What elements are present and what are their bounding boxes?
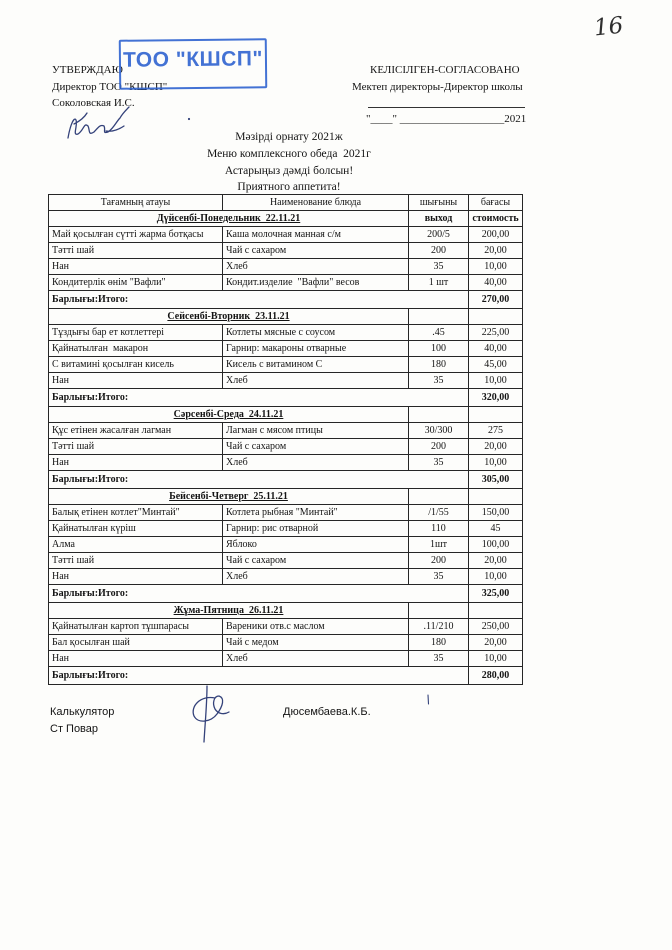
- dish-portion: /1/55: [409, 505, 469, 521]
- dish-name-kz: Нан: [49, 569, 223, 585]
- dish-price: 10,00: [469, 455, 523, 471]
- dish-name-kz: Қайнатылған күріш: [49, 521, 223, 537]
- dish-name-kz: Қайнатылған картоп тұшпарасы: [49, 619, 223, 635]
- table-row: [49, 373, 523, 389]
- dish-name-ru: Каша молочная манная с/м: [223, 227, 409, 243]
- total-value: 305,00: [469, 471, 523, 489]
- dish-portion: 200/5: [409, 227, 469, 243]
- dish-name-ru: Лагман с мясом птицы: [223, 423, 409, 439]
- dish-name-kz: Тәтті шай: [49, 553, 223, 569]
- dish-price: 10,00: [469, 259, 523, 275]
- table-row: [49, 439, 523, 455]
- dish-portion: 35: [409, 651, 469, 667]
- day-price-cell: [469, 489, 523, 505]
- total-row: [49, 389, 523, 407]
- dish-portion: 200: [409, 439, 469, 455]
- company-stamp: [119, 38, 268, 90]
- agree-signature-line: [368, 107, 525, 108]
- dish-name-ru: Котлета рыбная "Минтай": [223, 505, 409, 521]
- total-value: 320,00: [469, 389, 523, 407]
- dish-name-ru: Чай с сахаром: [223, 243, 409, 259]
- total-value: 280,00: [469, 667, 523, 685]
- dish-portion: 180: [409, 357, 469, 373]
- dish-portion: 1шт: [409, 537, 469, 553]
- dish-portion: .11/210: [409, 619, 469, 635]
- page-number-mark: 16: [592, 12, 625, 42]
- day-label: Сәрсенбі-Среда 24.11.21: [49, 407, 409, 423]
- dish-name-kz: С витамині қосылған кисель: [49, 357, 223, 373]
- dish-portion: .45: [409, 325, 469, 341]
- ink-dot: [186, 116, 192, 122]
- dish-price: 20,00: [469, 243, 523, 259]
- header-price: бағасы: [469, 195, 523, 211]
- ink-mark: [425, 694, 431, 706]
- header-name-ru: Наименование блюда: [223, 195, 409, 211]
- day-portion-cell: [409, 407, 469, 423]
- dish-name-kz: Алма: [49, 537, 223, 553]
- dish-name-kz: Тәтті шай: [49, 439, 223, 455]
- table-row: [49, 505, 523, 521]
- dish-name-kz: Нан: [49, 259, 223, 275]
- total-label: Барлығы:Итого:: [49, 585, 469, 603]
- total-label: Барлығы:Итого:: [49, 389, 469, 407]
- dish-name-kz: Нан: [49, 651, 223, 667]
- dish-name-ru: Чай с медом: [223, 635, 409, 651]
- dish-name-kz: Балық етінен котлет"Минтай": [49, 505, 223, 521]
- stamp-text: ТОО "КШСП": [122, 47, 264, 72]
- dish-portion: 1 шт: [409, 275, 469, 291]
- dish-portion: 180: [409, 635, 469, 651]
- dish-name-ru: Кисель с витамином С: [223, 357, 409, 373]
- day-portion-cell: [409, 489, 469, 505]
- dish-name-ru: Хлеб: [223, 651, 409, 667]
- table-row: [49, 275, 523, 291]
- dish-price: 150,00: [469, 505, 523, 521]
- dish-price: 20,00: [469, 553, 523, 569]
- dish-portion: 110: [409, 521, 469, 537]
- table-row: [49, 455, 523, 471]
- dish-price: 275: [469, 423, 523, 439]
- dish-name-ru: Хлеб: [223, 569, 409, 585]
- dish-name-ru: Кондит.изделие "Вафли" весов: [223, 275, 409, 291]
- dish-name-kz: Кондитерлік өнім "Вафли": [49, 275, 223, 291]
- dish-portion: 35: [409, 259, 469, 275]
- day-price-cell: [469, 603, 523, 619]
- dish-name-ru: Гарнир: рис отварной: [223, 521, 409, 537]
- table-row: [49, 651, 523, 667]
- total-row: [49, 585, 523, 603]
- dish-price: 40,00: [469, 341, 523, 357]
- dish-price: 225,00: [469, 325, 523, 341]
- dish-name-ru: Хлеб: [223, 373, 409, 389]
- footer-role-calculator: Калькулятор: [50, 706, 115, 718]
- table-header-row: [49, 195, 523, 211]
- header-name-kz: Тағамның атауы: [49, 195, 223, 211]
- dish-name-ru: Чай с сахаром: [223, 439, 409, 455]
- dish-portion: 200: [409, 553, 469, 569]
- dish-portion: 35: [409, 569, 469, 585]
- table-row: [49, 537, 523, 553]
- day-price-cell: [469, 309, 523, 325]
- total-value: 270,00: [469, 291, 523, 309]
- table-row: [49, 423, 523, 439]
- cook-signature: [184, 684, 234, 744]
- day-label: Бейсенбі-Четверг 25.11.21: [49, 489, 409, 505]
- agree-title: КЕЛІСІЛГЕН-СОГЛАСОВАНО: [370, 64, 520, 76]
- dish-name-ru: Гарнир: макароны отварные: [223, 341, 409, 357]
- approve-name: Соколовская И.С.: [52, 97, 135, 109]
- dish-name-ru: Котлеты мясные с соусом: [223, 325, 409, 341]
- table-row: [49, 619, 523, 635]
- dish-name-ru: Хлеб: [223, 259, 409, 275]
- dish-name-kz: Тәтті шай: [49, 243, 223, 259]
- dish-name-kz: Тұздығы бар ет котлеттері: [49, 325, 223, 341]
- day-label: Сейсенбі-Вторник 23.11.21: [49, 309, 409, 325]
- day-portion-cell: [409, 603, 469, 619]
- dish-price: 40,00: [469, 275, 523, 291]
- dish-name-kz: Нан: [49, 373, 223, 389]
- dish-name-ru: Хлеб: [223, 455, 409, 471]
- dish-name-kz: Нан: [49, 455, 223, 471]
- table-row: [49, 341, 523, 357]
- header-portion: шығыны: [409, 195, 469, 211]
- greeting-ru: Приятного аппетита!: [237, 181, 341, 193]
- dish-name-ru: Яблоко: [223, 537, 409, 553]
- table-row: [49, 227, 523, 243]
- menu-title-ru: Меню комплексного обеда 2021г: [207, 148, 371, 160]
- day-label: Жұма-Пятница 26.11.21: [49, 603, 409, 619]
- table-row: [49, 521, 523, 537]
- agree-date: "____" ___________________2021: [366, 113, 527, 125]
- dish-name-kz: Құс етінен жасалған лагман: [49, 423, 223, 439]
- table-row: [49, 259, 523, 275]
- day-portion-cell: выход: [409, 211, 469, 227]
- dish-portion: 30/300: [409, 423, 469, 439]
- day-header-row: [49, 211, 523, 227]
- dish-price: 20,00: [469, 439, 523, 455]
- approve-title: УТВЕРЖДАЮ: [52, 64, 123, 76]
- day-header-row: [49, 309, 523, 325]
- day-portion-cell: [409, 309, 469, 325]
- footer-name: Дюсембаева.К.Б.: [283, 706, 371, 718]
- day-price-cell: [469, 407, 523, 423]
- day-header-row: [49, 407, 523, 423]
- table-row: [49, 569, 523, 585]
- total-row: [49, 667, 523, 685]
- table-row: [49, 243, 523, 259]
- footer-role-cook: Ст Повар: [50, 723, 99, 735]
- day-label: Дүйсенбі-Понедельник 22.11.21: [49, 211, 409, 227]
- total-label: Барлығы:Итого:: [49, 471, 469, 489]
- greeting-kz: Астарыңыз дәмді болсын!: [224, 165, 354, 177]
- dish-price: 10,00: [469, 373, 523, 389]
- dish-price: 20,00: [469, 635, 523, 651]
- table-row: [49, 357, 523, 373]
- dish-name-kz: Қайнатылған макарон: [49, 341, 223, 357]
- table-row: [49, 325, 523, 341]
- dish-portion: 35: [409, 455, 469, 471]
- dish-price: 45: [469, 521, 523, 537]
- total-row: [49, 471, 523, 489]
- dish-name-ru: Вареники отв.с маслом: [223, 619, 409, 635]
- day-price-cell: стоимость: [469, 211, 523, 227]
- dish-name-kz: Май қосылған сүтті жарма ботқасы: [49, 227, 223, 243]
- dish-price: 250,00: [469, 619, 523, 635]
- table-row: [49, 635, 523, 651]
- dish-price: 45,00: [469, 357, 523, 373]
- dish-portion: 100: [409, 341, 469, 357]
- total-label: Барлығы:Итого:: [49, 667, 469, 685]
- dish-price: 200,00: [469, 227, 523, 243]
- day-header-row: [49, 489, 523, 505]
- menu-table: [48, 194, 523, 685]
- dish-price: 10,00: [469, 569, 523, 585]
- dish-portion: 35: [409, 373, 469, 389]
- dish-name-ru: Чай с сахаром: [223, 553, 409, 569]
- dish-price: 100,00: [469, 537, 523, 553]
- day-header-row: [49, 603, 523, 619]
- dish-name-kz: Бал қосылған шай: [49, 635, 223, 651]
- total-value: 325,00: [469, 585, 523, 603]
- dish-portion: 200: [409, 243, 469, 259]
- total-label: Барлығы:Итого:: [49, 291, 469, 309]
- total-row: [49, 291, 523, 309]
- menu-title-kz: Мәзірді орнату 2021ж: [235, 131, 343, 143]
- dish-price: 10,00: [469, 651, 523, 667]
- director-signature: [62, 104, 134, 144]
- approve-position: Директор ТОО "КШСП": [52, 81, 168, 93]
- agree-position: Мектеп директоры-Директор школы: [352, 81, 523, 93]
- table-row: [49, 553, 523, 569]
